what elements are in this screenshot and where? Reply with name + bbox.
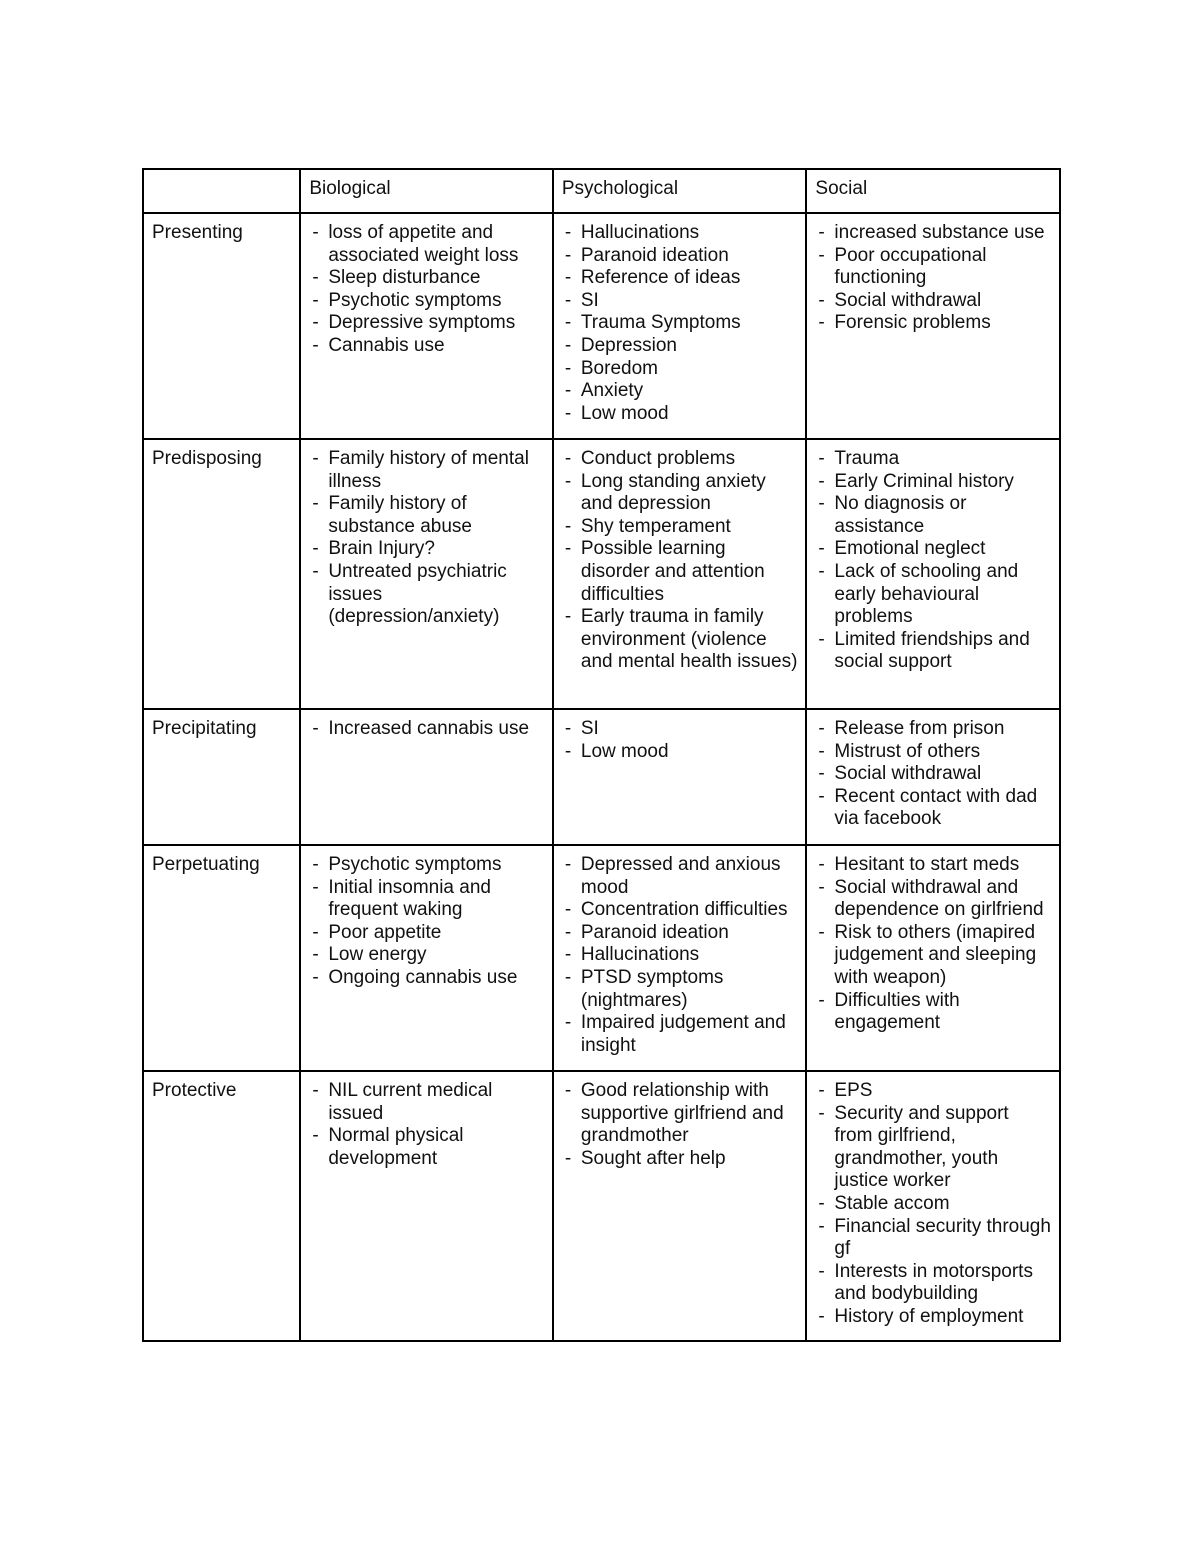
bullet-item: - Social withdrawal — [815, 290, 1051, 313]
bullet-item: - EPS — [815, 1080, 1051, 1103]
bullet-item: - Trauma Symptoms — [562, 312, 798, 335]
bullet-item: - Depressive symptoms — [309, 312, 544, 335]
bullet-item: - Psychotic symptoms — [309, 854, 544, 877]
bullet-item: - NIL current medical issued — [309, 1080, 544, 1125]
bullet-item: - Financial security through gf — [815, 1216, 1051, 1261]
bullet-item: - Conduct problems — [562, 448, 798, 471]
bullet-item: - Social withdrawal and dependence on girlfriend — [815, 877, 1051, 922]
bullet-item: - Depression — [562, 335, 798, 358]
cell-perpetuating-biological — [300, 845, 553, 1071]
bullet-item: - Sought after help — [562, 1148, 798, 1171]
biopsychosocial-table — [142, 168, 1061, 1342]
header-row — [143, 169, 1060, 213]
cell-precipitating-psychological — [553, 709, 807, 845]
bullet-list — [309, 1080, 544, 1170]
bullet-item: - Cannabis use — [309, 335, 544, 358]
bullet-list — [562, 718, 798, 763]
bullet-item: - Trauma — [815, 448, 1051, 471]
bullet-item: - Lack of schooling and early behavioural problems — [815, 561, 1051, 629]
header-empty-cell — [143, 169, 300, 213]
bullet-item: - Stable accom — [815, 1193, 1051, 1216]
bullet-item: - Good relationship with supportive girlfriend and grandmother — [562, 1080, 798, 1148]
bullet-item: - Normal physical development — [309, 1125, 544, 1170]
bullet-list — [562, 448, 798, 674]
bullet-item: - Hallucinations — [562, 944, 798, 967]
bullet-item: - loss of appetite and associated weight loss — [309, 222, 544, 267]
bullet-list — [815, 854, 1051, 1035]
bullet-list — [815, 718, 1051, 831]
bullet-item: - Shy temperament — [562, 516, 798, 539]
bullet-item: - Impaired judgement and insight — [562, 1012, 798, 1057]
bullet-item: - Hesitant to start meds — [815, 854, 1051, 877]
header-social: Social — [806, 169, 1060, 213]
cell-protective-psychological — [553, 1071, 807, 1341]
bullet-item: - Release from prison — [815, 718, 1051, 741]
bullet-item: - Interests in motorsports and bodybuilding — [815, 1261, 1051, 1306]
bullet-item: - Sleep disturbance — [309, 267, 544, 290]
bullet-list — [309, 718, 544, 741]
bullet-item: - Brain Injury? — [309, 538, 544, 561]
bullet-list — [815, 1080, 1051, 1329]
bullet-item: - Boredom — [562, 358, 798, 381]
bullet-item: - Anxiety — [562, 380, 798, 403]
row-label-predisposing: Predisposing — [143, 439, 300, 709]
bullet-item: - Mistrust of others — [815, 741, 1051, 764]
bullet-list — [815, 448, 1051, 674]
row-label-perpetuating: Perpetuating — [143, 845, 300, 1071]
row-protective — [143, 1071, 1060, 1341]
cell-protective-social — [806, 1071, 1060, 1341]
bullet-item: - Social withdrawal — [815, 763, 1051, 786]
bullet-list — [309, 854, 544, 990]
cell-precipitating-social — [806, 709, 1060, 845]
bullet-item: - Poor occupational functioning — [815, 245, 1051, 290]
bullet-item: - Increased cannabis use — [309, 718, 544, 741]
bullet-item: - Emotional neglect — [815, 538, 1051, 561]
header-psychological: Psychological — [553, 169, 807, 213]
bullet-item: - Long standing anxiety and depression — [562, 471, 798, 516]
cell-presenting-social — [806, 213, 1060, 439]
bullet-item: - Low energy — [309, 944, 544, 967]
bullet-item: - Family history of substance abuse — [309, 493, 544, 538]
row-label-protective: Protective — [143, 1071, 300, 1341]
row-label-presenting: Presenting — [143, 213, 300, 439]
bullet-list — [562, 222, 798, 425]
bullet-item: - Risk to others (imapired judgement and sleeping with weapon) — [815, 922, 1051, 990]
bullet-item: - Depressed and anxious mood — [562, 854, 798, 899]
bullet-item: - No diagnosis or assistance — [815, 493, 1051, 538]
bullet-list — [815, 222, 1051, 335]
bullet-item: - History of employment — [815, 1306, 1051, 1329]
bullet-item: - Low mood — [562, 741, 798, 764]
row-precipitating — [143, 709, 1060, 845]
bullet-item: - Low mood — [562, 403, 798, 426]
bullet-item: - Paranoid ideation — [562, 922, 798, 945]
bullet-list — [309, 222, 544, 358]
bullet-item: - Security and support from girlfriend, grandmother, youth justice worker — [815, 1103, 1051, 1193]
bullet-item: - Hallucinations — [562, 222, 798, 245]
bullet-list — [309, 448, 544, 629]
bullet-item: - Initial insomnia and frequent waking — [309, 877, 544, 922]
cell-presenting-psychological — [553, 213, 807, 439]
header-biological: Biological — [300, 169, 553, 213]
bullet-item: - Poor appetite — [309, 922, 544, 945]
bullet-item: - Untreated psychiatric issues (depression/anxiety) — [309, 561, 544, 629]
bullet-list — [562, 1080, 798, 1170]
bullet-item: - Recent contact with dad via facebook — [815, 786, 1051, 831]
bullet-item: - SI — [562, 718, 798, 741]
bullet-item: - Psychotic symptoms — [309, 290, 544, 313]
bullet-item: - increased substance use — [815, 222, 1051, 245]
row-label-precipitating: Precipitating — [143, 709, 300, 845]
bullet-item: - Early trauma in family environment (violence and mental health issues) — [562, 606, 798, 674]
cell-presenting-biological — [300, 213, 553, 439]
bullet-item: - Difficulties with engagement — [815, 990, 1051, 1035]
bullet-item: - Early Criminal history — [815, 471, 1051, 494]
bullet-item: - PTSD symptoms (nightmares) — [562, 967, 798, 1012]
cell-perpetuating-social — [806, 845, 1060, 1071]
bullet-item: - Forensic problems — [815, 312, 1051, 335]
bullet-item: - Limited friendships and social support — [815, 629, 1051, 674]
bullet-item: - Concentration difficulties — [562, 899, 798, 922]
bullet-list — [562, 854, 798, 1057]
cell-perpetuating-psychological — [553, 845, 807, 1071]
cell-predisposing-psychological — [553, 439, 807, 709]
cell-precipitating-biological — [300, 709, 553, 845]
bullet-item: - Family history of mental illness — [309, 448, 544, 493]
cell-predisposing-social — [806, 439, 1060, 709]
bullet-item: - SI — [562, 290, 798, 313]
row-presenting — [143, 213, 1060, 439]
bullet-item: - Paranoid ideation — [562, 245, 798, 268]
bullet-item: - Ongoing cannabis use — [309, 967, 544, 990]
bullet-item: - Possible learning disorder and attention difficulties — [562, 538, 798, 606]
cell-protective-biological — [300, 1071, 553, 1341]
bullet-item: - Reference of ideas — [562, 267, 798, 290]
row-perpetuating — [143, 845, 1060, 1071]
row-predisposing — [143, 439, 1060, 709]
cell-predisposing-biological — [300, 439, 553, 709]
